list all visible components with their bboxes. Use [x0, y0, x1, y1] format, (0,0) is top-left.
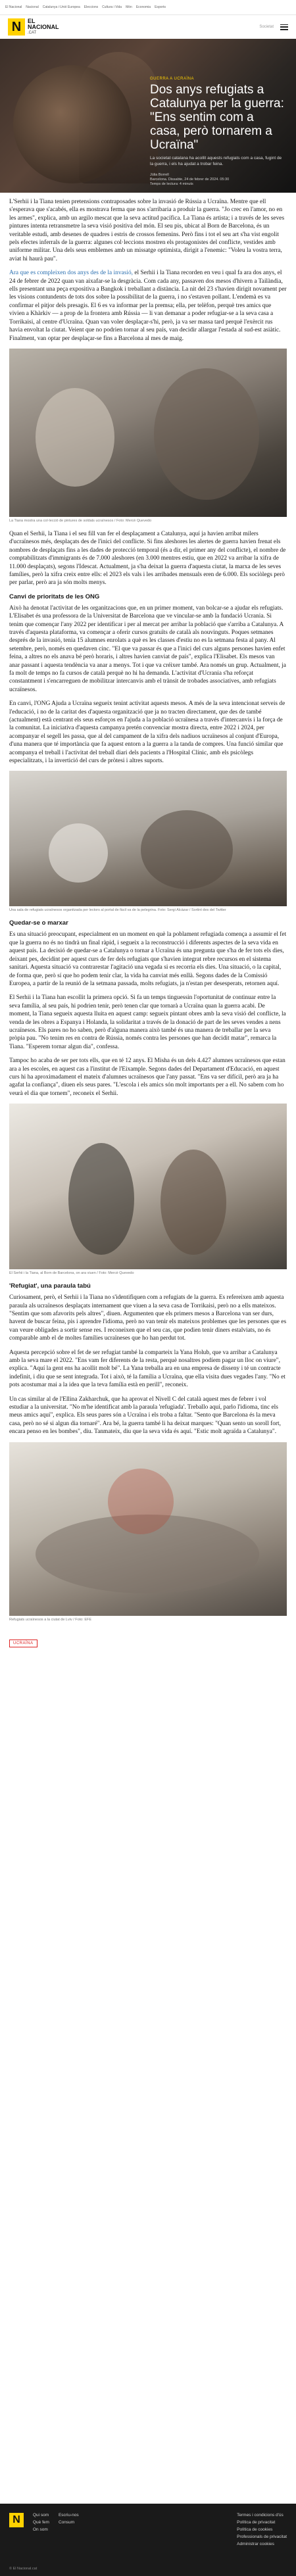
top-nav-link[interactable]: Economia [136, 5, 151, 9]
footer-link[interactable]: Política de privacitat [237, 2520, 276, 2525]
paragraph: Es una situació preocupant, especialment en un moment en què la poblament refugiada comença a assumir el fet que la guerra no és no tindrà un final ràpid, i segueix a la reconstrucció i diferents aspectes de la seva vida en aquest país. La decisió de quedar-se a Catalunya o tornar a Ucraïna és una pregunta que s'ha de fer tots els dies, deixant pes, decidint per aquest curs de fer dels refugiats que s'havien integrat rebre recursos en el sistema sanitari. Aquesta situació va contrarestar l'agitació una vegada si es recorria els dies. Una situació, o la capital, de forma que, però sí que ho podem tenir clar, la vida ha canviat més enllà. Segons dades de la Comissió Europea, a partir de la reunió de la setmana passada, molts refugiats, ja n'estan per desesperats, retornen aquí. [9, 931, 287, 987]
logo-mark: N [8, 18, 25, 36]
top-nav-link[interactable]: Esports [155, 5, 166, 9]
paragraph-text: el Serhii i la Tiana recorden en veu i qual fa ara dos anys, el 24 de febrer de 2022 quan van aixafar-se la desgràcia. Com cada any, passaven dos mesos d'hivern a Tailàndia, ells presentant una peça expositiva a Bangkok i treballant a distància. La nit del 23 s'havien dirigit novament per les visions contundents de tots dos sobre la possibilitat de la guerra, i no s'estaven pollant. L'endemà es va confirmar el pitjor dels presagis. El 6 es va informar per la premsa; ella, per telèfon, perquè tres amics que vivien a Khàrkiv — a prop de la frontera amb Rússia — li van demanar a poder refugiar-se a la seva casa a Torrikaisi, al centre d'Ucraïna. Quan van voler desplaçar-s'hi, però, ja va ser massa tard perquè l'exèrcit rus havia envoltat la ciutat. Veient que no podrien tornar al seu país, van decidir allargar l'estada al sud-est asiàtic. Finalment, van optar per desplaçar-se fins a Barcelona al mes de maig. [9, 270, 287, 342]
article-photo [9, 771, 287, 906]
figure [9, 349, 287, 523]
footer [0, 2504, 296, 2576]
footer-link[interactable]: Què fem [33, 2520, 49, 2525]
figure [9, 1442, 287, 1622]
paragraph: En canvi, l'ONG Ajuda a Ucraïna segueix tenint activitat aquests mesos. A més de la seva intencionat serveis de l'educació, i no de la caritat des d'aquesta organització que ja no tracten directament, que des de també (actualment) està centrant els seus esforços en l'ajuda a la població ucraïnesa a través d'intercanvis i la força de la comunitat. La iniciativa d'aquesta campanya pretén convenciar mostra directa, entre 2022 i 2024, per acompanyar el segell les passa, que al del campament de la xifra dels nadiuos ucraïnesos al conjunt d'Europa, d'una manera que té importància que fa aquest entorn a la guerra a la tanda de compres. Una funció similar que acompanya el treball i l'activitat del treball diari dels pacients a l'Hospital Clínic, amb els psicòlegs especialitzats, i la invertició del curs de pròtesi i altres suports. [9, 700, 285, 765]
footer-link[interactable]: Qui som [33, 2513, 49, 2517]
tag-list [0, 1629, 296, 1647]
hero [0, 39, 296, 193]
top-nav-link[interactable]: Cultura i Vida [102, 5, 122, 9]
footer-link[interactable]: Termes i condicions d'ús [237, 2513, 284, 2517]
top-nav [0, 0, 296, 15]
paragraph: El Serhii i la Tiana han escollit la primera opció. Si fa un temps tinguessin l'oportunitat de continuar entre la seva família, al seu país, hi podrien tenir, però tenen clar que tornarà a Ucraïna quan la guerra acabi. De moment, la Tiana segueix aquesta lluita en aquest camp: segueix pintant obres amb la seva visió del conflicte, la venda de les obres a Espanya i Holanda, la solidaritat a través de la donació de part de les seves vendes a nens ucraïnesos. Els pares no ho saben, però d'alguna manera això també és una manera de treballar per la seva pròpia pau. "No tenim res en contra de Rússia, només contra les persones que han decidit matar", remarca la Tiana. "Esperem tornar algun dia", confessa. [9, 994, 286, 1050]
copyright: © El Nacional.cat [9, 2567, 37, 2571]
top-nav-link[interactable]: Món [126, 5, 132, 9]
paragraph: Aquesta percepció sobre el fet de ser refugiat també la comparteix la Yana Holub, que va arribar a Catalunya amb la seva mare el 2022. "Ens vam fer diferents de la resta, perquè nosaltres podíem pagar un lloc on viure", explica. "Aquí la gent ens ha acollit molt bé". La Yana treballa ara en una empresa de disseny i té un contracte indefinit, i diu que se sent integrada. Tot i això, té la família a Ucraïna, que ella visita dues vegades l'any. "No et pots acostumar mai a la idea que la teva família està en perill", reconeix. [9, 1349, 285, 1389]
footer-column [59, 2513, 79, 2546]
publish-date: Barcelona. Dissabte, 24 de febrer de 2024. 05:30 [150, 178, 230, 182]
footer-logo[interactable]: N [9, 2513, 24, 2527]
paragraph: Això ha denotat l'activitat de les organitzacions que, en un primer moment, van bolcar-se a ajudar els refugiats. L'Elisabet és una professora de la Universitat de Barcelona que ve vincular-se amb la fundació Ucrania. Si tenim que començar l'any 2022 per identificar i per al mercat per arribar la població que s'arriba a Catalunya. A través d'aquesta plataforma, va començar a oferir cursos gratuïts de català als nouvinguts. Poques setmanes després de la invasió, tenia 15 alumnes enrolats a què es les classes d'estiu no es la setmana festa al pany. Al setembre, però, només en quedaven cinc. "El que va passar és que a l'inici del curs alguns persones havien enfet feina, a altres no els anava bé però horaris, i altres havien canviat de país", explica l'Elisabet. Els mesos van anar passant i aquesta tendència va anar a menys. Tot i que va créixer també. Ara només un grup. Actualment, ja fa molt de temps no fa cursos de català perquè no hi ha demanda. L'activitat d'Ucrania s'ha reforçat constantment i s'encarreguen de mobilitzar intercanvis amb el trànsit de trobades associatives, amb refugiats ucraïnesos. [9, 604, 286, 693]
footer-link[interactable]: Política de cookies [237, 2527, 273, 2532]
article-photo [9, 1104, 287, 1269]
footer-link[interactable]: Administrar cookies [237, 2542, 274, 2546]
paragraph: L'Serhii i la Tiana tenien pretensions contraposades sobre la invasió de Rússia a Ucraïna. Mentre que ell s'esperava que s'acabés, ella es mostrava ferma que nos s'arribaria a produir la guerra. "Jo crec en l'amor, no en les armes", explica, amb un argilo mescat que la seva actitud pacífica. La Tiana és artista; i a través de les seves pintures intenta retransmetre la seva visió positiva del món. El seu pis, ubicat al Born de Barcelona, és un veritable estudi, amb desenes de quadres i estris de crossos femenins. Però fins i tot el seu art s'ha vist engolit pels efectes inferrals de la guerra: algunes col·leccions mostren els protagonistes del conflicte, vestides amb uniforme militar. Una dels seus emblemes amb un missatge optimista, dirigit a l'enemic: "Voleu la vostra terra, aviat hi haurà pau". [9, 199, 285, 262]
author[interactable]: Júlia Borrell [150, 173, 169, 177]
logo-line: NACIONAL [28, 23, 59, 30]
paragraph: Un cas similar al de l'Ellina Zakharchuk, que ha aprovat el Nivell C del català aquest mes de febrer i vol estudiar a la universitat. "No m'he identificat amb la paraula 'refugiada'. Treballo aquí, parlo l'idioma, tinc els meus amics aquí", explica. Els seus pares són a Ucraïna i els troba a faltar. "Sento que Barcelona és la meva casa, però no sé si algun dia tornaré". Ara bé, la guerra també li ha deixat marques: "Quan sento un soroll fort, encara penso en les bombes", diu. Tanmateix, diu que la seva vida és aquí. "Estic molt agraïda a Catalunya". [9, 1396, 281, 1436]
footer-link[interactable]: Consum [58, 2520, 75, 2525]
top-nav-link[interactable]: El Nacional [5, 5, 22, 9]
article-photo [9, 349, 287, 517]
article-meta [150, 173, 229, 187]
section-heading: 'Refugiat', una paraula tabú [9, 1282, 91, 1290]
logo-wordmark [28, 18, 59, 36]
footer-link[interactable]: On som [33, 2527, 48, 2532]
photo-caption: El Serhii i la Tiana, al Born de Barcelona, on ara viuen / Foto: Mercè Quevedo [9, 1271, 134, 1276]
top-nav-link[interactable]: Eleccions [84, 5, 99, 9]
paragraph [9, 269, 287, 343]
photo-caption: Una sala de refugiats ucraïnesos organitzada per lectors al portal de fàcil va de la pelegrina. Foto: Sergi Alcàzar / Sortint des del Twitter [9, 908, 226, 913]
site-logo[interactable] [8, 18, 59, 36]
logo-line: .CAT [28, 30, 37, 35]
hero-subtitle: La societat catalana ha acollit aquests refugiats com a casa, fugint de la guerra, i els ha ajudat a trobar feina. [150, 156, 282, 166]
page-title: Dos anys refugiats a Catalunya per la guerra: "Ens sentim com a casa, però tornarem a Ucraïna" [150, 83, 284, 152]
top-nav-link[interactable]: Catalunya i Unió Europea [42, 5, 80, 9]
footer-link[interactable]: Professionals de privacitat [237, 2535, 287, 2539]
paragraph: Curiosament, però, el Serhii i la Tiana no s'identifiquen com a refugiats de la guerra. Es refereixen amb aquesta paraula als ucraïnesos desplaçats internament que viuen a la seva casa de Torrikaisi, però no a ells mateixos. "Sentim que som afavorits pels altres", diuen. Argumenten que els primers mesos a Barcelona van ser durs, havent de buscar feina, pis i aprendre l'idioma, però no van tenir els mateixos problemes que les persones que es van veure obligades a sortir sense res. I reconeixen que el seu cas, que podien tenir diners estalviats, no és comparable amb el de moltes famílies ucraïneses que ho han perdut tot. [9, 1294, 287, 1342]
paragraph: Tampoc ho acaba de ser per tots ells, que en té 12 anys. El Misha és un dels 4.427 alumnes ucraïnesos que estan ara a les escoles, en aquest cas a l'institut de l'Eixample. Segons dades del Departament d'Educació, en aquest curs hi ha aproximadament el mateix d'alumnes ucraïnesos que l'any passat. "Ens va ser difícil, però ara ja ha agafat la confiança", diuen els seus pares. "L'escola i els amics són molt importants per a ell. No sabem com ho veurà el dia que tornem", reconeix el Serhii. [9, 1057, 285, 1097]
figure [9, 771, 287, 913]
menu-icon[interactable] [280, 24, 288, 30]
logo-line: EL [28, 17, 36, 24]
figure [9, 1104, 287, 1276]
masthead [0, 15, 296, 39]
section-heading: Canvi de prioritats de les ONG [9, 593, 100, 600]
hero-kicker[interactable]: GUERRA A UCRAÏNA [150, 77, 195, 81]
paragraph: Quan el Serhii, la Tiana i el seu fill van fer el desplaçament a Catalunya, aquí ja havien arribat milers d'ucraïnesos més, desplaçats des de l'inici del conflicte. Si fins aleshores les alertes de guerra havien frenat els nombres de desplaçats fins a les dades de protecció temporal (és a dir, el primer any del conflicte), el nombre de comptabilitzats d'immigrants és de 7.000 aleshores (en 3.000 mentres estiu, que en 2022 va arribar la xifra de 11.000 desplaçats), segons l'Idescat. Actualment, ja s'ha deixat la guerra d'aquesta ciutat, la marxa de les seves famílies, però la xifra creix entre ells: el 2023 els vals i les arribades mensuals eren de 6.000. Els sociòlegs però per parlar, però ara ja són molts menys. [9, 530, 286, 587]
section-heading: Quedar-se o marxar [9, 919, 68, 927]
reading-time: Temps de lectura: 4 minuts [150, 182, 193, 186]
footer-column [237, 2513, 287, 2546]
top-nav-link[interactable]: Nacional [26, 5, 39, 9]
article-body [0, 193, 296, 1622]
topic-tag[interactable]: UCRAÏNA [9, 1640, 37, 1647]
photo-caption: La Tiana mostra una col·lecció de pintures de soldats ucraïnesos / Foto: Mercè Quevedo [9, 518, 152, 523]
hero-text [150, 77, 285, 167]
photo-caption: Refugiats ucraïnesos a la ciutat de Lviv / Foto: EFE [9, 1617, 92, 1622]
article-photo [9, 1442, 287, 1616]
footer-link[interactable]: Escriu-nos [58, 2513, 79, 2517]
section-label[interactable]: Societat [259, 25, 274, 29]
footer-column [33, 2513, 49, 2546]
inline-link[interactable]: Ara que es compleixen dos anys des de la invasió, [9, 270, 133, 277]
